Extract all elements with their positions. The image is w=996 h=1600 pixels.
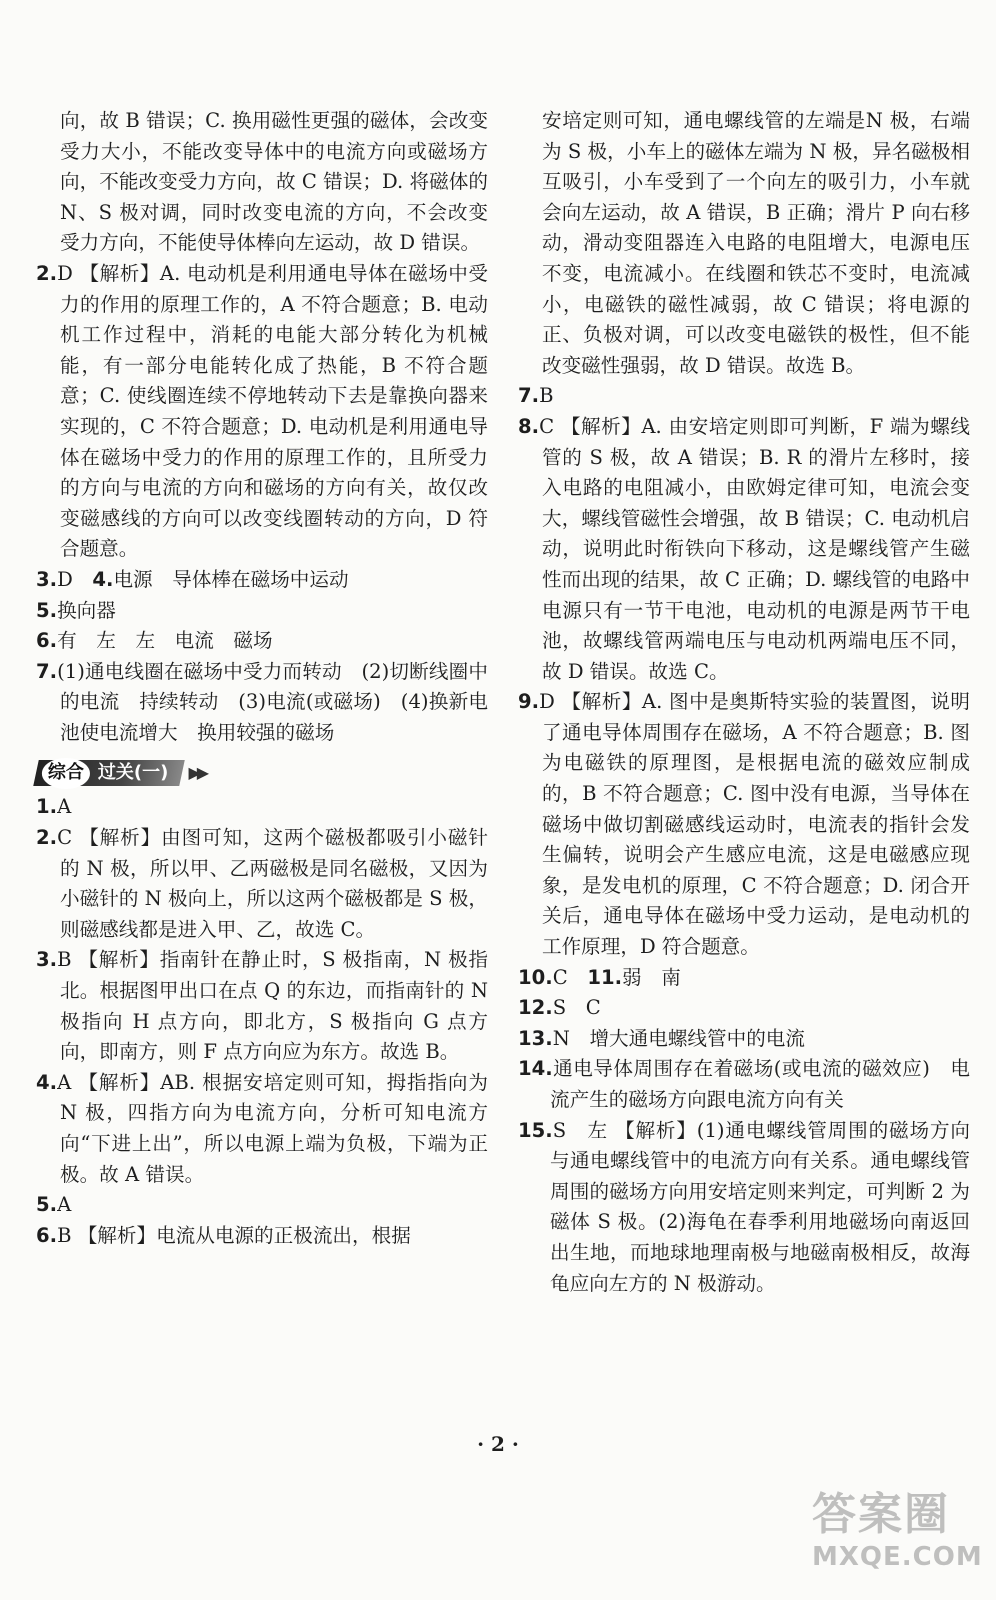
answer-text: C 【解析】A. 由安培定则即可判断，F 端为螺线管的 S 极，故 A 错误；B. R 的滑片左移时，接入电路的电阻减小，由欧姆定律可知，电流会变大，螺线管磁性会增强，故 B 错误；C. 电动机启动，说明此时衔铁向下移动，这是螺线管产生磁性而出现的结果，故 C 正确；D. 螺线管的电路中电源只有一节干电池，电动机的电源是两节干电池，故螺线管两端电压与电动机两端电压不同，故 D 错误。故选 C。 <box>539 414 970 683</box>
answer-text: A <box>57 795 72 819</box>
answer-text: D 【解析】A. 图中是奥斯特实验的装置图，说明了通电导体周围存在磁场，A 不符合题意；B. 图为电磁铁的原理图，是根据电流的磁效应制成的，B 不符合题意；C. 图中没有电源，当导体在磁场中做切割磁感线运动时，电流表的指针会发生偏转，说明会产生感应电流，这是电磁感应现象，是发电机的原理，C 不符合题意；D. 闭合开关后，通电导体在磁场中受力运动，是电动机的工作原理，D 符合题意。 <box>539 690 970 959</box>
answer-text: A <box>57 1193 72 1217</box>
answer-text: 弱 南 <box>622 965 681 989</box>
answer-text: (1)通电线圈在磁场中受力而转动 (2)切断线圈中的电流 持续转动 (3)电流(或磁场) (4)换新电池使电流增大 换用较强的磁场 <box>57 659 488 744</box>
answer-number: 6. <box>36 629 58 653</box>
answer-s6 <box>36 1221 488 1252</box>
answer-number: 6. <box>36 1223 58 1247</box>
answer-6 <box>36 626 488 657</box>
left-column <box>36 106 488 1251</box>
section-banner <box>36 756 488 790</box>
watermark-main-text: 答案圈 <box>812 1489 950 1540</box>
answer-s13 <box>518 1024 970 1055</box>
answer-text: 通电导体周围存在着磁场(或电流的磁效应) 电流产生的磁场方向跟电流方向有关 <box>550 1057 970 1111</box>
answer-number: 1. <box>36 795 58 819</box>
answer-s1 <box>36 792 488 823</box>
answer-text: A 【解析】AB. 根据安培定则可知，拇指指向为 N 极，四指方向为电流方向，分析可知电流方向“下进上出”，所以电源上端为负极，下端为正极。故 A 错误。 <box>57 1070 488 1186</box>
answer-s9 <box>518 687 970 962</box>
answer-number: 12. <box>518 996 553 1020</box>
paragraph-continued <box>36 106 488 259</box>
answer-7 <box>36 657 488 749</box>
answer-s8 <box>518 412 970 687</box>
banner-box <box>33 760 185 786</box>
banner-label-a: 综合 <box>42 758 90 789</box>
answer-number: 5. <box>36 598 58 622</box>
answer-number: 7. <box>36 659 58 683</box>
answer-text: 换向器 <box>57 598 116 622</box>
answer-s2 <box>36 823 488 945</box>
answer-2 <box>36 259 488 565</box>
answer-number: 13. <box>518 1026 553 1050</box>
double-arrow-icon: ▶▶ <box>188 763 206 783</box>
paragraph-continued <box>518 106 970 381</box>
answer-number: 15. <box>518 1118 553 1142</box>
answer-s15 <box>518 1116 970 1300</box>
answer-s14 <box>518 1054 970 1115</box>
answer-text: D 【解析】A. 电动机是利用通电导体在磁场中受力的作用的原理工作的，A 不符合题意；B. 电动机工作过程中，消耗的电能大部分转化为机械能，有一部分电能转化成了热能，B 不符合题意；C. 使线圈连续不停地转动下去是靠换向器来实现的，C 不符合题意；D. 电动机是利用通电导体在磁场中受力的作用的原理工作的，且所受力的方向与电流的方向和磁场的方向有关，故仅改变磁感线的方向可以改变线圈转动的方向，D 符合题意。 <box>57 261 488 561</box>
answer-number: 3. <box>36 948 58 972</box>
answer-text: S 左 【解析】(1)通电螺线管周围的磁场方向与通电螺线管中的电流方向有关系。通电螺线管周围的磁场方向用安培定则来判定，可判断 2 为磁体 S 极。(2)海龟在春季利用地磁场向南返回出生地，而地球地理南极与地磁南极相反，故海龟应向左方的 N 极游动。 <box>550 1118 970 1295</box>
answer-text: N 增大通电螺线管中的电流 <box>552 1026 805 1050</box>
answer-number: 4. <box>36 1070 58 1094</box>
answer-text: D <box>57 567 73 591</box>
paragraph-text: 向，故 B 错误；C. 换用磁性更强的磁体，会改变受力大小，不能改变导体中的电流方向或磁场方向，不能改变受力方向，故 C 错误；D. 将磁体的 N、S 极对调，同时改变电流的方向，不会改变受力方向，不能使导体棒向左运动，故 D 错误。 <box>60 109 488 255</box>
answer-number: 2. <box>36 826 58 850</box>
answer-number: 4. <box>92 567 114 591</box>
answer-s12 <box>518 993 970 1024</box>
answer-number: 7. <box>518 384 540 408</box>
answer-s7 <box>518 381 970 412</box>
answer-number: 14. <box>518 1057 553 1081</box>
answer-s5 <box>36 1190 488 1221</box>
answer-number: 9. <box>518 690 540 714</box>
page-number: · 2 · <box>477 1432 519 1456</box>
answer-number: 3. <box>36 567 58 591</box>
answer-text: 有 左 左 电流 磁场 <box>57 629 273 653</box>
answer-text: B <box>539 384 554 408</box>
answer-number: 11. <box>587 965 623 989</box>
answer-text: C 【解析】由图可知，这两个磁极都吸引小磁针的 N 极，所以甲、乙两磁极是同名磁极，又因为小磁针的 N 极向上，所以这两个磁极都是 S 极，则磁感线都是进入甲、乙，故选 C。 <box>57 826 488 941</box>
answer-text: B 【解析】电流从电源的正极流出，根据 <box>57 1223 411 1247</box>
answer-text: B 【解析】指南针在静止时，S 极指南，N 极指北。根据图甲出口在点 Q 的东边，而指南针的 N 极指向 H 点方向，即北方，S 极指向 G 点方向，即南方，则 F 点方向应为东方。故选 B。 <box>57 948 488 1064</box>
answer-s3 <box>36 945 488 1067</box>
watermark-logo <box>812 1478 982 1588</box>
answer-number: 5. <box>36 1193 58 1217</box>
answer-number: 10. <box>518 965 553 989</box>
answer-5 <box>36 596 488 627</box>
answer-text: S C <box>552 996 601 1020</box>
answer-text: 电源 导体棒在磁场中运动 <box>113 567 349 591</box>
answer-3-4 <box>36 565 488 596</box>
paragraph-text: 安培定则可知，通电螺线管的左端是N 极，右端为 S 极，小车上的磁体左端为 N 极，异名磁极相互吸引，小车受到了一个向左的吸引力，小车就会向左运动，故 A 错误，B 正确；滑片 P 向右移动，滑动变阻器连入电路的电阻增大，电源电压不变，电流减小。在线圈和铁芯不变时，电流减小，电磁铁的磁性减弱，故 C 错误；将电源的正、负极对调，可以改变电磁铁的极性，但不能改变磁性强弱，故 D 错误。故选 B。 <box>542 109 970 377</box>
right-column <box>518 106 970 1299</box>
answer-text: C <box>552 965 568 989</box>
answer-s4 <box>36 1068 488 1190</box>
watermark-sub-text: MXQE.COM <box>812 1542 983 1572</box>
answer-number: 2. <box>36 261 58 285</box>
answer-number: 8. <box>518 414 540 438</box>
banner-label-b: 过关(一) <box>98 762 169 784</box>
answer-s10-s11 <box>518 963 970 994</box>
